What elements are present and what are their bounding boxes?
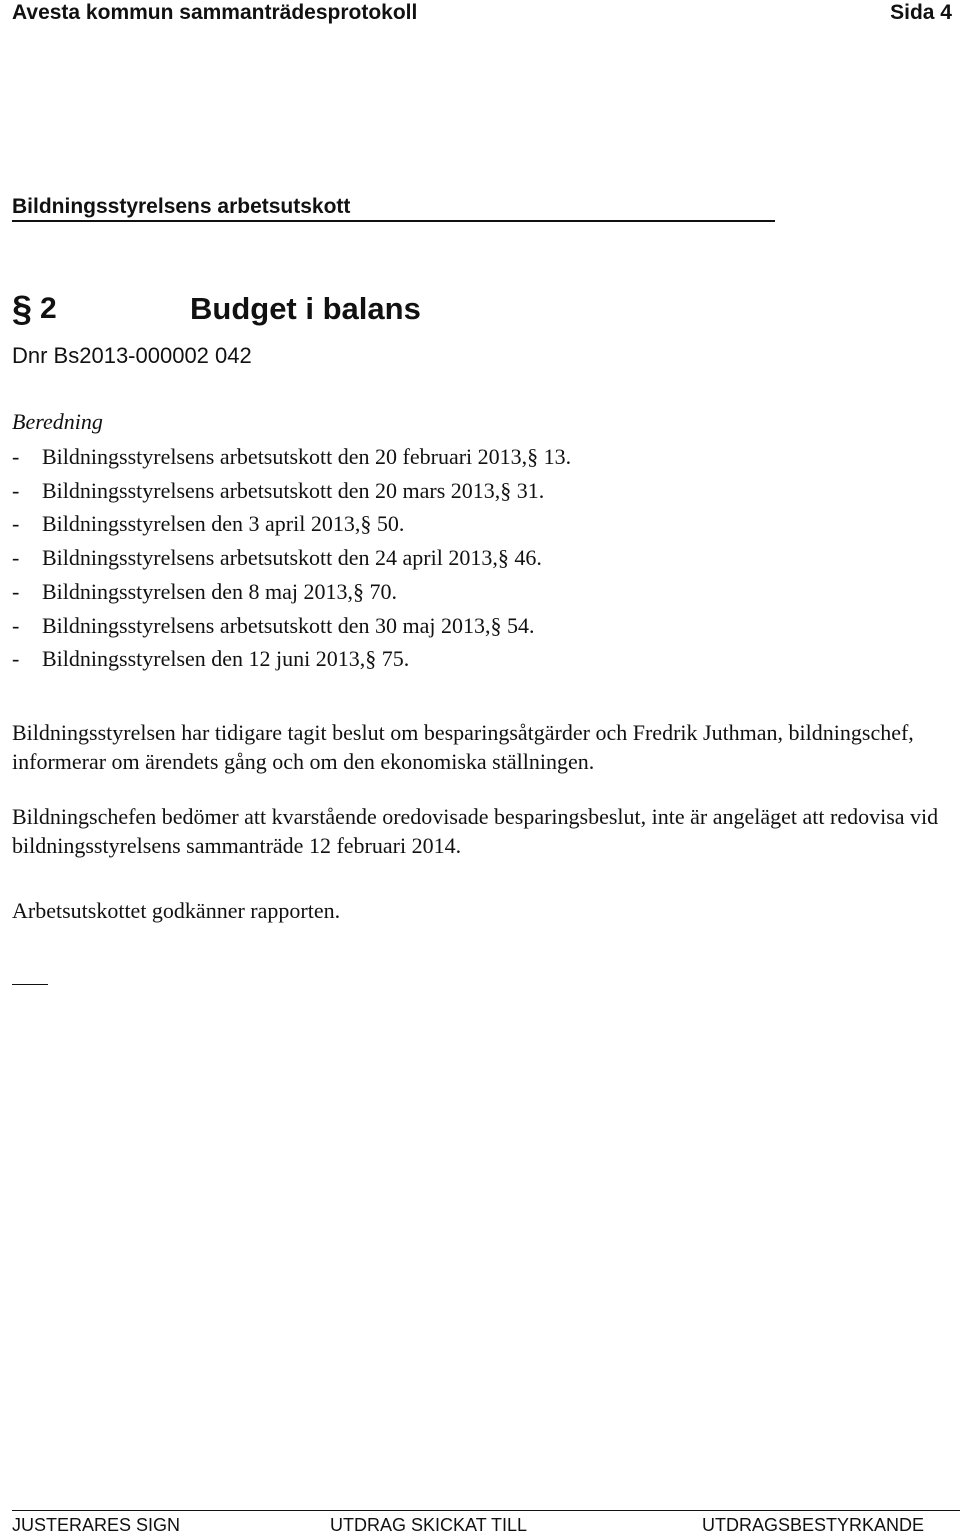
paragraph-sign: § xyxy=(527,444,539,469)
section-symbol: § xyxy=(12,288,33,329)
decision-paragraph: Arbetsutskottet godkänner rapporten. xyxy=(12,898,341,923)
preparation-item: - Bildningsstyrelsens arbetsutskott den 20 februari 2013,§ 13. xyxy=(12,444,572,469)
preparation-item: - Bildningsstyrelsen den 3 april 2013,§ 50. xyxy=(12,511,405,537)
preparation-item: - Bildningsstyrelsen den 8 maj 2013,§ 70. xyxy=(12,578,398,604)
paragraph-ref: 70. xyxy=(364,578,398,604)
footer-utdrag-skickat: UTDRAG SKICKAT TILL xyxy=(330,1515,528,1535)
footer-rule xyxy=(12,1510,960,1511)
preparation-item: - Bildningsstyrelsens arbetsutskott den 24 april 2013,§ 46. xyxy=(12,545,542,571)
paragraph-sign: § xyxy=(353,578,365,604)
preparation-text: Bildningsstyrelsen den 8 maj 2013, xyxy=(42,578,354,604)
paragraph-sign: § xyxy=(490,612,502,638)
preparation-item: - Bildningsstyrelsens arbetsutskott den 20 mars 2013,§ 31. xyxy=(12,477,545,503)
paragraph-ref: 50. xyxy=(371,511,405,537)
preparation-item: - Bildningsstyrelsens arbetsutskott den 30 maj 2013,§ 54. xyxy=(12,612,535,638)
preparation-text: Bildningsstyrelsens arbetsutskott den 20 mars 2013, xyxy=(42,477,501,503)
footer-utdragsbestyrkande: UTDRAGSBESTYRKANDE xyxy=(702,1515,925,1535)
case-number: Dnr Bs2013-000002 042 xyxy=(12,343,252,368)
committee-name: Bildningsstyrelsens arbetsutskott xyxy=(12,195,351,218)
paragraph-sign: § xyxy=(497,545,509,571)
section-end-rule xyxy=(12,984,48,985)
paragraph-ref: 13. xyxy=(538,444,572,469)
committee-underline xyxy=(12,220,775,222)
section-number: 2 xyxy=(40,292,57,325)
paragraph-sign: § xyxy=(500,477,512,503)
preparation-text: Bildningsstyrelsens arbetsutskott den 24 april 2013, xyxy=(42,545,498,571)
section-title: Budget i balans xyxy=(190,291,421,326)
preparation-text: Bildningsstyrelsen den 3 april 2013, xyxy=(42,511,361,537)
document-header-title: Avesta kommun sammanträdesprotokoll xyxy=(12,1,418,24)
paragraph-sign: § xyxy=(360,511,372,537)
paragraph-ref: 54. xyxy=(501,612,535,638)
beredning-label: Beredning xyxy=(12,409,103,434)
preparation-text: Bildningsstyrelsens arbetsutskott den 30 maj 2013, xyxy=(42,612,491,638)
page-number: Sida 4 xyxy=(890,1,952,24)
preparation-text: Bildningsstyrelsen den 12 juni 2013, xyxy=(42,646,366,672)
paragraph-ref: 46. xyxy=(508,545,542,571)
footer-justerares-sign: JUSTERARES SIGN xyxy=(12,1515,181,1535)
paragraph-ref: 31. xyxy=(511,477,545,503)
paragraph-sign: § xyxy=(365,646,377,672)
body-paragraph: Bildningschefen bedömer att kvarstående oredovisade besparingsbeslut, inte är angeläget att redovisa vid bildningsstyrelsens sammanträde 12 februari 2014. xyxy=(12,804,939,858)
preparation-text: Bildningsstyrelsens arbetsutskott den 20 februari 2013, xyxy=(42,444,528,469)
preparation-list xyxy=(12,440,571,676)
preparation-item: - Bildningsstyrelsen den 12 juni 2013,§ 75. xyxy=(12,646,410,672)
paragraph-ref: 75. xyxy=(376,646,410,672)
body-paragraph: Bildningsstyrelsen har tidigare tagit beslut om besparingsåtgärder och Fredrik Juthman, bildningschef, informerar om ärendets gång och om den ekonomiska ställningen. xyxy=(12,720,914,774)
